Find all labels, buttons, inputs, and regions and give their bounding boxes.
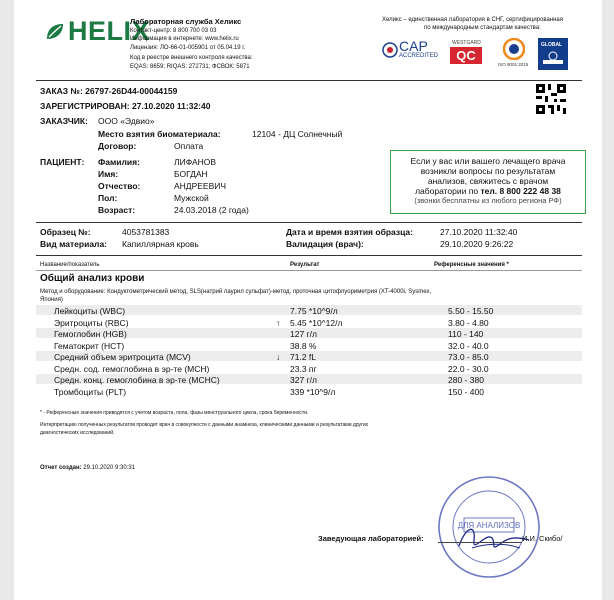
datetime-label: Дата и время взятия образца: [286, 227, 413, 237]
sex-value: Мужской [174, 193, 209, 203]
qc-text: QC [450, 47, 482, 64]
contact-center: Контакт-центр: 8 800 700 03 03 [130, 28, 217, 34]
head-label: Заведующая лабораторией: [318, 534, 424, 543]
callout-phone[interactable]: тел. 8 800 222 48 38 [480, 186, 561, 196]
table-row-value: 5.45 *10^12/л [290, 317, 343, 328]
signature-line [438, 542, 522, 543]
col-header-ref: Референсные значения * [434, 262, 509, 268]
certified-line-2: по международным стандартам качества: [424, 25, 541, 31]
helix-leaf-icon [44, 21, 66, 43]
registered-line [40, 101, 210, 111]
registry-values: EQAS: 8659; RIQAS: 272731; ФСВОК: 5871 [130, 64, 250, 70]
table-row-ref: 5.50 - 15.50 [448, 306, 494, 316]
table-row-value: 7.75 *10^9/л [290, 306, 338, 316]
table-row-name: Средн. сод. гемоглобина в эр-те (MCH) [54, 363, 210, 374]
material-value: Капиллярная кровь [122, 239, 199, 249]
iso-seal-icon [503, 38, 525, 60]
validation-label: Валидация (врач): [286, 239, 364, 249]
westgard-text: WESTGARD [452, 40, 481, 46]
callout-line-5: (звонки бесплатны из любого региона РФ) [414, 196, 562, 205]
header-divider [36, 80, 582, 81]
created-label: Отчет создан: [40, 465, 82, 471]
table-row-ref: 280 - 380 [448, 375, 484, 385]
patient-label: ПАЦИЕНТ: [40, 157, 85, 167]
license: Лицензия: ЛО-66-01-005901 от 05.04.19 г. [130, 45, 246, 51]
global-mark-icon [543, 51, 563, 65]
col-header-divider [36, 270, 582, 271]
col-header-result: Результат [290, 262, 320, 268]
table-row-name: Средн. конц. гемоглобина в эр-те (MCHC) [54, 375, 220, 385]
created-line [40, 465, 135, 472]
age-value: 24.03.2018 (2 года) [174, 205, 249, 215]
table-row-name: Средний объем эритроцита (MCV) [54, 352, 191, 362]
created-value: 29.10.2020 9:30:31 [83, 465, 136, 471]
table-row-value: 23.3 пг [290, 363, 317, 374]
global-text: GLOBAL [541, 42, 563, 48]
helix-logo-text: HELIX [68, 16, 151, 46]
section-title: Общий анализ крови [40, 273, 145, 284]
datetime-value: 27.10.2020 11:32:40 [440, 227, 518, 237]
table-row-ref: 32.0 - 40.0 [448, 340, 489, 351]
sample-number: 4053781383 [122, 227, 170, 237]
name-label: Имя: [98, 169, 119, 179]
customer-value: ООО «Эдвио» [98, 116, 155, 126]
internet-info: Информация в интернете: www.helix.ru [130, 36, 239, 42]
table-row-flag: ↓ [276, 352, 281, 362]
interpretation-line-2: диагностических исследований. [40, 430, 115, 436]
patronymic-value: АНДРЕЕВИЧ [174, 181, 227, 191]
callout-line-1: Если у вас или вашего лечащего врача [410, 156, 566, 166]
table-row-value: 127 г/л [290, 329, 317, 339]
cap-accredited-badge [382, 38, 444, 68]
sample-divider [36, 255, 582, 256]
contract-value: Оплата [174, 141, 204, 151]
head-name: И.И. Скибо/ [522, 534, 563, 543]
table-row-value: 339 *10^9/л [290, 386, 336, 397]
surname-value: ЛИФАНОВ [174, 157, 217, 167]
lab-name: Лабораторная служба Хеликс [130, 17, 242, 26]
westgard-qc-badge [450, 40, 486, 66]
sample-label: Образец №: [40, 227, 91, 237]
name-value: БОГДАН [174, 169, 208, 179]
helix-logo [44, 16, 151, 53]
doctor-contact-callout [390, 150, 586, 214]
iso-text: ISO 9001:2015 [498, 62, 529, 67]
interpretation-line-1: Интерпретацию полученных результатов проводит врач в совокупности с данными анамнеза, клиническими данными и результатами других [40, 422, 369, 428]
patient-divider [36, 222, 582, 223]
table-row-ref: 73.0 - 85.0 [448, 352, 489, 362]
customer-label: ЗАКАЗЧИК: [40, 116, 88, 126]
table-row-name: Гемоглобин (HGB) [54, 329, 127, 339]
col-header-name: Название/показатель [40, 262, 100, 268]
registered-value: 27.10.2020 11:32:40 [132, 101, 211, 111]
callout-line-4-pre: лаборатории по [415, 186, 481, 196]
table-row-ref: 150 - 400 [448, 386, 484, 397]
table-row-name: Тромбоциты (PLT) [54, 386, 127, 397]
registered-label: ЗАРЕГИСТРИРОВАН: [40, 101, 130, 111]
table-row-name: Эритроциты (RBC) [54, 317, 129, 328]
method-line-1: Метод и оборудование: Кондуктометрический метод, SLS(натрий лаурил сульфат)-метод, проточная цитофлуориметрия (XT-4000i, Sysmex, [40, 289, 432, 295]
order-line [40, 86, 177, 96]
age-label: Возраст: [98, 205, 136, 215]
place-label: Место взятия биоматериала: [98, 129, 221, 139]
table-row-ref: 22.0 - 30.0 [448, 363, 489, 374]
table-row-name: Гематокрит (HCT) [54, 340, 125, 351]
footnote: * - Референсные значения приводятся с учетом возраста, пола, фазы менструального цикла, срока беременности. [40, 410, 309, 416]
material-label: Вид материала: [40, 239, 108, 249]
cap-text: CAP [399, 38, 428, 54]
method-line-2: Япония) [40, 297, 63, 303]
place-value: 12104 - ДЦ Солнечный [252, 129, 343, 139]
stamp-text: ДЛЯ АНАЛИЗОВ [457, 521, 521, 530]
registry-code: Код в реестре внешнего контроля качества: [130, 55, 253, 61]
table-row-value: 71.2 fL [290, 352, 316, 362]
sex-label: Пол: [98, 193, 118, 203]
qr-code-icon [536, 84, 566, 114]
table-row-value: 327 г/л [290, 375, 317, 385]
table-row-ref: 110 - 140 [448, 329, 484, 339]
surname-label: Фамилия: [98, 157, 140, 167]
table-row-ref: 3.80 - 4.80 [448, 317, 489, 328]
callout-line-2: возникли вопросы по результатам [420, 166, 556, 176]
table-row-flag: ↑ [276, 317, 281, 328]
iso-badge [496, 38, 532, 70]
contract-label: Договор: [98, 141, 137, 151]
global-badge [538, 38, 568, 70]
patronymic-label: Отчество: [98, 181, 141, 191]
table-row-value: 38.8 % [290, 340, 317, 351]
certified-line-1: Хеликс – единственная лаборатория в СНГ, сертифицированная [382, 17, 564, 23]
validation-value: 29.10.2020 9:26:22 [440, 239, 514, 249]
order-number: 26797-26D44-00044159 [85, 86, 178, 96]
cap-subtext: ACCREDITED [399, 53, 439, 59]
callout-line-3: анализов, свяжитесь с врачом [427, 176, 549, 186]
callout-line-4 [391, 186, 585, 196]
lab-report-page [14, 0, 602, 600]
table-row-name: Лейкоциты (WBC) [54, 306, 126, 316]
order-label: ЗАКАЗ №: [40, 86, 83, 96]
cap-logo-icon [382, 42, 398, 58]
